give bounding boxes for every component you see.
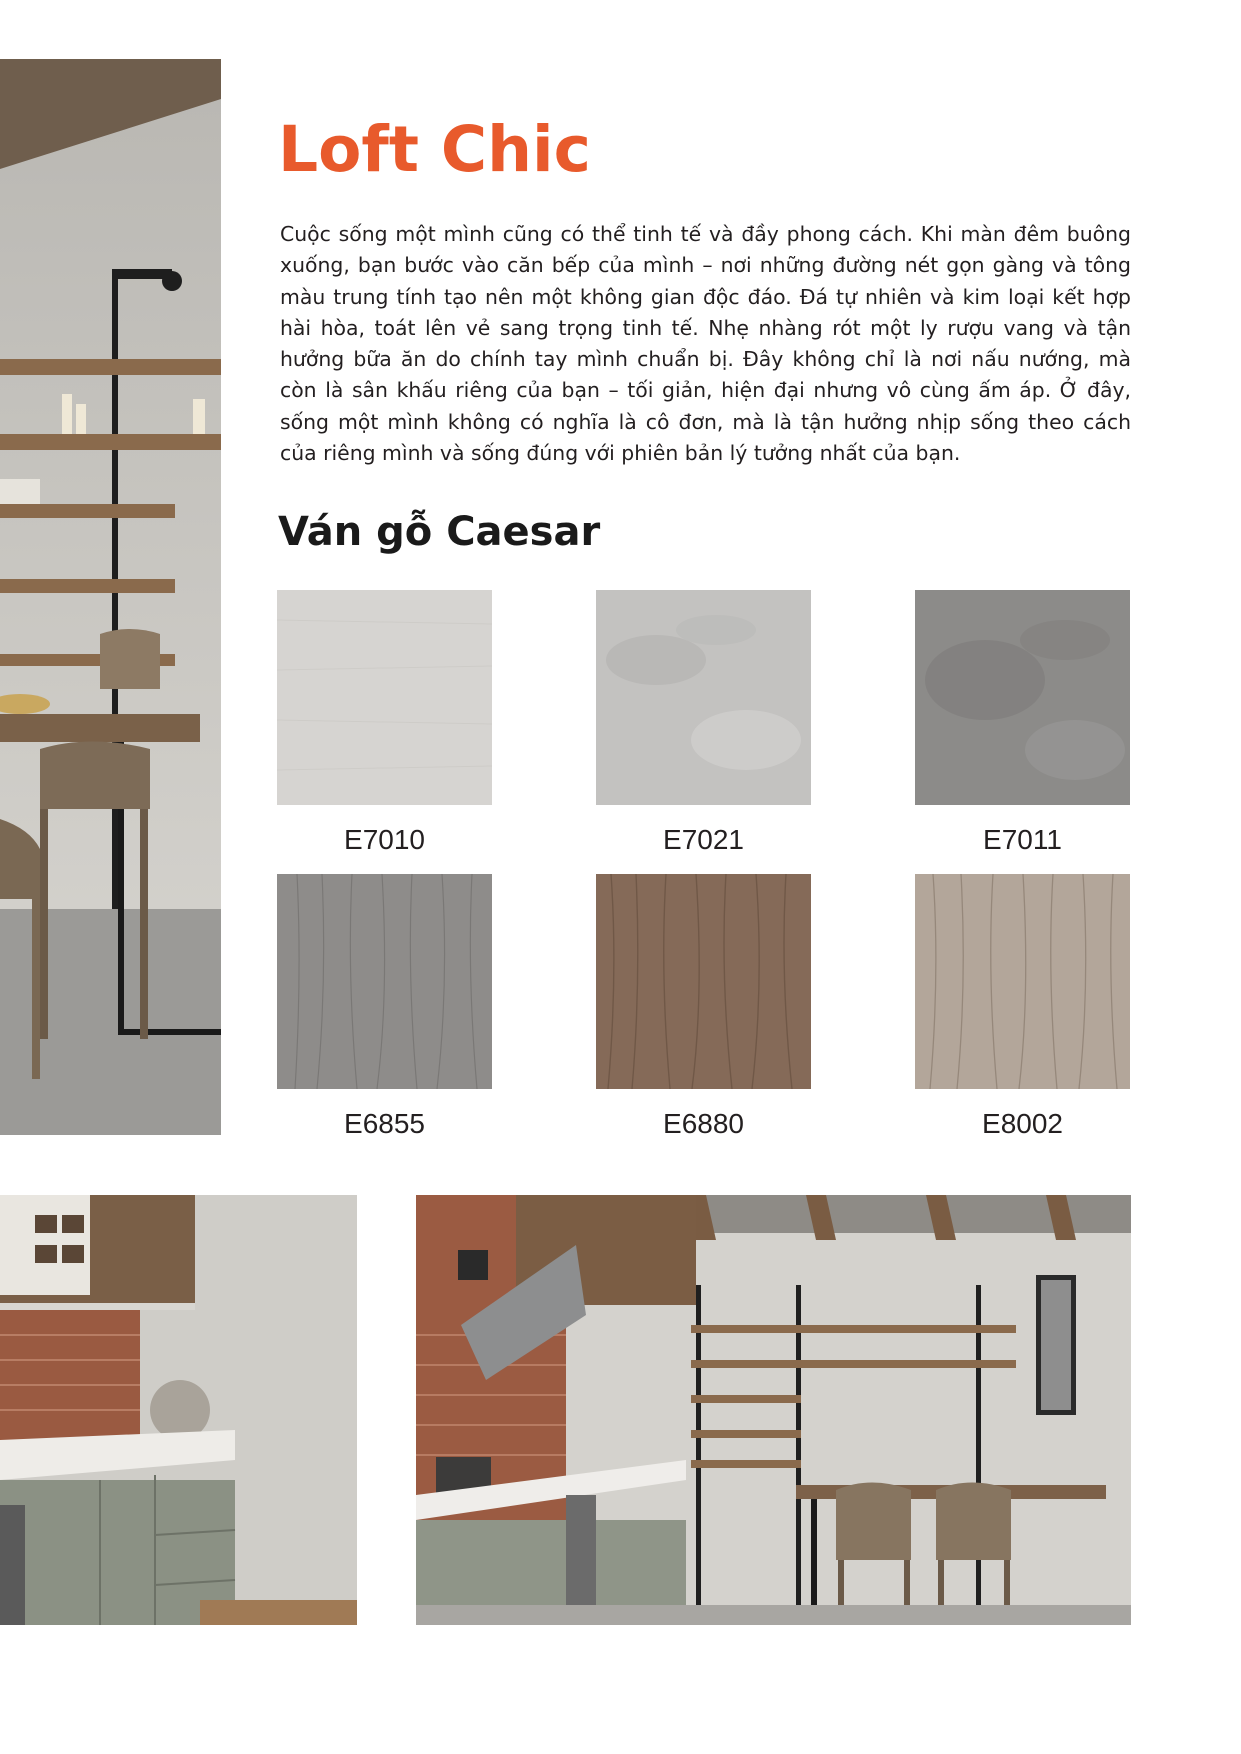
section-title: Ván gỗ Caesar: [278, 509, 601, 555]
swatch-e6855: [277, 874, 492, 1089]
swatch-e6880: [596, 874, 811, 1089]
swatch-code: E7021: [663, 824, 744, 855]
swatch-e7011: [915, 590, 1130, 805]
swatch-code: E6855: [344, 1108, 425, 1139]
swatch-code: E7010: [344, 824, 425, 855]
swatch-e8002: [915, 874, 1130, 1089]
kitchen-counter-photo: [0, 1195, 357, 1625]
hero-kitchen-photo: [0, 59, 221, 1135]
page-title: Loft Chic: [278, 113, 591, 186]
swatch-code: E6880: [663, 1108, 744, 1139]
swatch-code: E7011: [983, 824, 1062, 855]
swatch-e7010: [277, 590, 492, 805]
loft-kitchen-photo: [416, 1195, 1131, 1625]
swatch-code: E8002: [982, 1108, 1063, 1139]
swatch-e7021: [596, 590, 811, 805]
description-paragraph: Cuộc sống một mình cũng có thể tinh tế và đầy phong cách. Khi màn đêm buông xuống, bạn bước vào căn bếp của mình – nơi những đường nét gọn gàng và tông màu trung tính tạo nên một không gian độc đáo. Đá tự nhiên và kim loại kết hợp hài hòa, toát lên vẻ sang trọng tinh tế. Nhẹ nhàng rót một ly rượu vang và tận hưởng bữa ăn do chính tay mình chuẩn bị. Đây không chỉ là nơi nấu nướng, mà còn là sân khấu riêng của bạn – tối giản, hiện đại nhưng vô cùng ấm áp. Ở đây, sống một mình không có nghĩa là cô đơn, mà là tận hưởng nhịp sống theo cách của riêng mình và sống đúng với phiên bản lý tưởng nhất của bạn.: [280, 222, 1131, 466]
